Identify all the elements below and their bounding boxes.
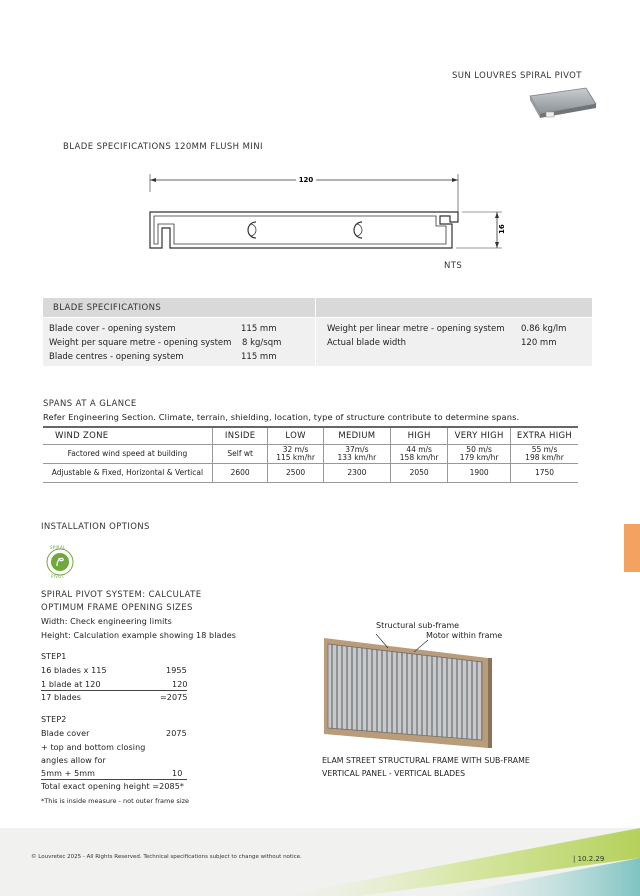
- product-title: SUN LOUVRES SPIRAL PIVOT: [452, 71, 582, 81]
- calc-title-2: OPTIMUM FRAME OPENING SIZES: [41, 603, 193, 613]
- step2-closing-1: + top and bottom closing: [41, 743, 146, 752]
- spec-right-value-2: 120 mm: [521, 338, 557, 348]
- label-subframe: Structural sub-frame: [376, 621, 460, 630]
- speed-cell-very-high: 50 m/s 179 km/hr: [448, 445, 511, 464]
- col-very-high: VERY HIGH: [448, 427, 511, 445]
- row-wind-speed-label: Factored wind speed at building: [43, 445, 212, 464]
- spans-table: [43, 426, 578, 483]
- col-high: HIGH: [391, 427, 448, 445]
- span-inside: 2600: [212, 464, 268, 483]
- footer-copyright: © Louvretec 2025 - All Rights Reserved. Technical specifications subject to change without notice.: [31, 854, 302, 860]
- step1-row3-label: 17 blades: [41, 693, 81, 702]
- speed-cell-low: 32 m/s 115 km/hr: [268, 445, 323, 464]
- spec-right-label-1: Weight per linear metre - opening system: [327, 324, 505, 334]
- step1-title: STEP1: [41, 652, 67, 661]
- step2-closing-3-label: 5mm + 5mm: [41, 769, 96, 778]
- step2-blade-cover-label: Blade cover: [41, 729, 90, 738]
- spec-right-value-1: 0.86 kg/lm: [521, 324, 567, 334]
- row-span-label: Adjustable & Fixed, Horizontal & Vertical: [43, 464, 212, 483]
- speed-cell-high: 44 m/s 158 km/hr: [391, 445, 448, 464]
- step2-closing-2: angles allow for: [41, 756, 106, 765]
- spec-left-value-3: 115 mm: [241, 352, 277, 362]
- blade-profile-drawing: [140, 168, 520, 268]
- section-tab: [624, 524, 640, 572]
- figure-caption-2: VERTICAL PANEL - VERTICAL BLADES: [322, 769, 466, 778]
- step2-title: STEP2: [41, 715, 67, 724]
- step1-divider: [41, 690, 187, 691]
- span-low: 2500: [268, 464, 323, 483]
- blade-profile-title: BLADE SPECIFICATIONS 120MM FLUSH MINI: [63, 142, 263, 152]
- step1-row2-label: 1 blade at 120: [41, 680, 101, 689]
- step2-footnote: *This is inside measure - not outer frame size: [41, 797, 190, 805]
- scale-note: NTS: [444, 261, 463, 271]
- col-medium: MEDIUM: [323, 427, 390, 445]
- step2-divider: [41, 779, 187, 780]
- width-note: Width: Check engineering limits: [41, 617, 172, 626]
- installation-title: INSTALLATION OPTIONS: [41, 522, 150, 532]
- step2-blade-cover-value: 2075: [166, 729, 187, 738]
- row-wind-speed-inside: Self wt: [212, 445, 268, 464]
- spec-left-label-1: Blade cover - opening system: [49, 324, 176, 334]
- spec-left-label-3: Blade centres - opening system: [49, 352, 184, 362]
- step1-row3-value: =2075: [160, 693, 188, 702]
- frame-figure: [318, 622, 498, 752]
- blade-specs-heading: BLADE SPECIFICATIONS: [53, 303, 162, 313]
- spec-left-value-2: 8 kg/sqm: [242, 338, 282, 348]
- spec-left-value-1: 115 mm: [241, 324, 277, 334]
- step2-closing-3-value: 10: [172, 769, 183, 778]
- badge-bottom-text: PIVOT: [51, 574, 65, 579]
- figure-caption-1: ELAM STREET STRUCTURAL FRAME WITH SUB-FRAME: [322, 756, 530, 765]
- badge-top-text: SPIRAL: [50, 545, 66, 550]
- spec-left-label-2: Weight per square metre - opening system: [49, 338, 232, 348]
- span-high: 2050: [391, 464, 448, 483]
- calc-title-1: SPIRAL PIVOT SYSTEM: CALCULATE: [41, 590, 202, 600]
- louvre-blade-image: [526, 86, 598, 122]
- label-motor: Motor within frame: [426, 631, 503, 640]
- col-wind-zone: WIND ZONE: [43, 427, 212, 445]
- col-inside: INSIDE: [212, 427, 268, 445]
- step2-total: Total exact opening height =2085*: [41, 782, 185, 791]
- step1-row1-label: 16 blades x 115: [41, 666, 107, 675]
- speed-cell-extra-high: 55 m/s 198 km/hr: [511, 445, 578, 464]
- span-very-high: 1900: [448, 464, 511, 483]
- spans-note: Refer Engineering Section. Climate, terrain, shielding, location, type of structure contribute to determine spans.: [43, 412, 520, 422]
- col-extra-high: EXTRA HIGH: [511, 427, 578, 445]
- spans-title: SPANS AT A GLANCE: [43, 399, 137, 409]
- span-extra-high: 1750: [511, 464, 578, 483]
- speed-cell-medium: 37m/s 133 km/hr: [323, 445, 390, 464]
- height-dimension: 16: [498, 224, 506, 234]
- width-dimension: 120: [298, 176, 314, 184]
- footer-page-ref: | 10.2.29: [573, 855, 605, 863]
- step1-row2-value: 120: [172, 680, 188, 689]
- step1-row1-value: 1955: [166, 666, 187, 675]
- col-low: LOW: [268, 427, 323, 445]
- spec-right-label-2: Actual blade width: [327, 338, 407, 348]
- height-note: Height: Calculation example showing 18 blades: [41, 631, 237, 640]
- span-medium: 2300: [323, 464, 390, 483]
